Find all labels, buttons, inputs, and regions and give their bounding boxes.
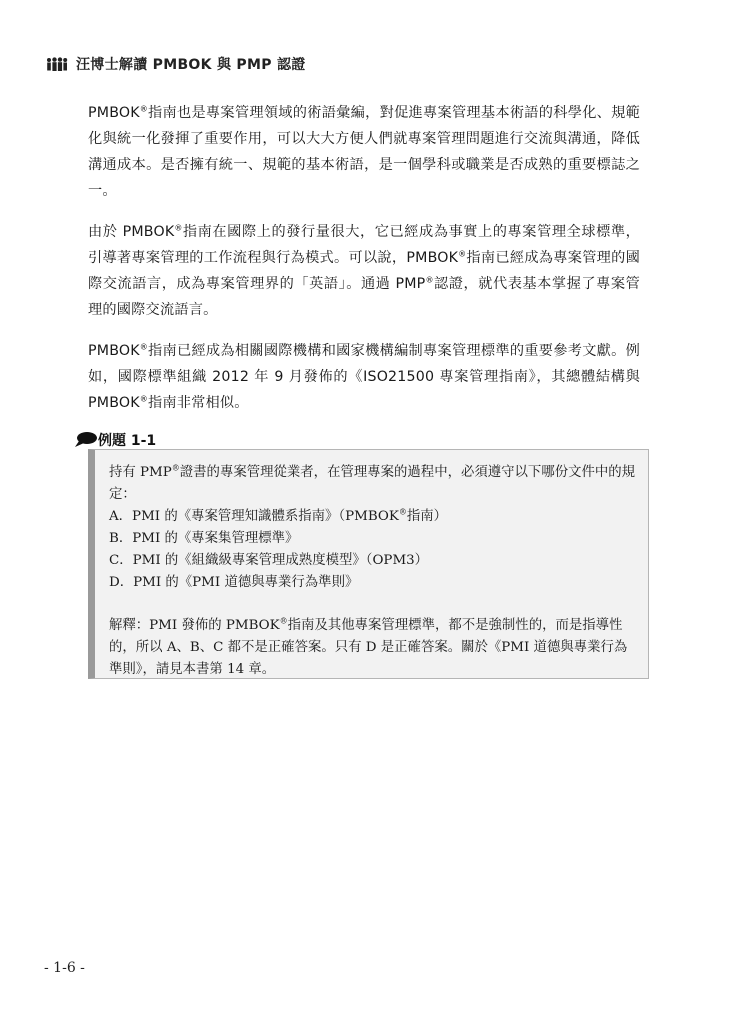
text-span: 持有 PMP bbox=[109, 465, 172, 480]
option-c: C．PMI 的《組織級專案管理成熟度模型》（OPM3） bbox=[109, 553, 429, 568]
text-span: 指南及其他專案管理標準，都不是強制性的，而是指導性的，所以 A、B、C 都不是正確答案。只有 D 是正確答案。關於《PMI 道德與專業行為準則》，請見本書第 14 章。 bbox=[109, 618, 628, 677]
example-content bbox=[109, 462, 639, 681]
text-span: 證書的專案管理從業者，在管理專案的過程中，必須遵守以下哪份文件中的規定： bbox=[109, 465, 636, 502]
speech-bubble-icon bbox=[74, 431, 98, 449]
text-span: 指南在國際上的發行量很大，它已經成為事實上的專案管理全球標準，引導著專案管理的工作流程與行為模式。可以說，PMBOK bbox=[88, 224, 640, 266]
example-label: 例題 1-1 bbox=[98, 433, 157, 449]
text-span: 由於 PMBOK bbox=[88, 224, 175, 240]
registered-mark: ® bbox=[174, 223, 183, 233]
registered-mark: ® bbox=[398, 507, 407, 517]
registered-mark: ® bbox=[425, 275, 434, 285]
registered-mark: ® bbox=[171, 463, 180, 473]
text-span: PMBOK bbox=[88, 343, 140, 359]
text-span: 指南非常相似。 bbox=[147, 395, 249, 411]
example-question bbox=[109, 462, 639, 506]
text-span: 解釋：PMI 發佈的 PMBOK bbox=[109, 618, 280, 633]
registered-mark: ® bbox=[139, 342, 148, 352]
paragraph-pmbok-terminology bbox=[88, 100, 640, 204]
text-span: A．PMI 的《專案管理知識體系指南》（PMBOK bbox=[109, 509, 399, 524]
paragraph-reference-standard bbox=[88, 338, 640, 416]
option-b: B．PMI 的《專案集管理標準》 bbox=[109, 531, 299, 546]
header-title: 汪博士解讀 PMBOK 與 PMP 認證 bbox=[76, 57, 306, 73]
registered-mark: ® bbox=[139, 104, 148, 114]
text-span: 指南已經成為專案管理的國際交流語言，成為專案管理界的「英語」。通過 PMP bbox=[88, 250, 641, 292]
paragraph-global-standard bbox=[88, 219, 640, 323]
running-header bbox=[46, 54, 306, 74]
text-span: 認證，就代表基本掌握了專案管理的國際交流語言。 bbox=[88, 276, 640, 318]
spacer bbox=[109, 594, 639, 615]
text-span: 指南） bbox=[406, 509, 448, 524]
people-icon bbox=[46, 57, 68, 71]
option-d: D．PMI 的《PMI 道德與專業行為準則》 bbox=[109, 575, 359, 590]
text-span: PMBOK bbox=[88, 105, 140, 121]
example-box bbox=[88, 449, 649, 679]
text-span: 指南也是專案管理領域的術語彙編，對促進專案管理基本術語的科學化、規範化與統一化發揮了重要作用，可以大大方便人們就專案管理問題進行交流與溝通，降低溝通成本。是否擁有統一、規範的基本術語，是一個學科或職業是否成熟的重要標誌之一。 bbox=[88, 105, 640, 199]
page-number: - 1-6 - bbox=[44, 960, 85, 976]
example-heading bbox=[74, 430, 156, 450]
registered-mark: ® bbox=[139, 394, 148, 404]
registered-mark: ® bbox=[458, 249, 467, 259]
text-span: 指南已經成為相關國際機構和國家機構編制專案管理標準的重要參考文獻。例如，國際標準組織 2012 年 9 月發佈的《ISO21500 專案管理指南》，其總體結構與 PMBOK bbox=[88, 343, 640, 411]
example-explanation bbox=[109, 615, 639, 681]
option-a bbox=[109, 506, 639, 528]
registered-mark: ® bbox=[279, 616, 288, 626]
